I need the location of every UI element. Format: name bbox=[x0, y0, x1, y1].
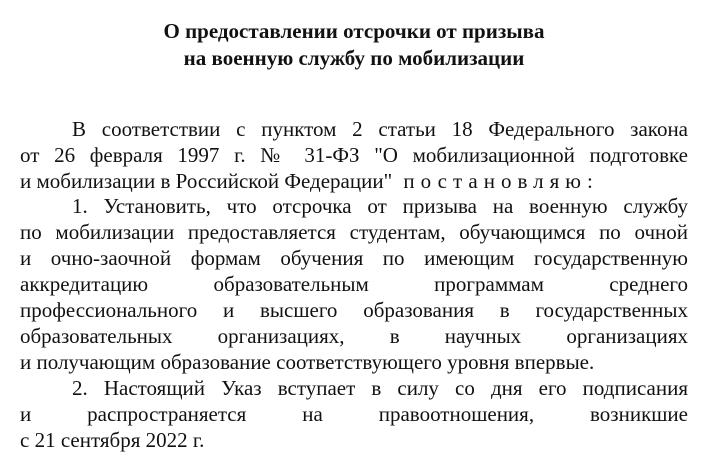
preamble-line-3 bbox=[20, 168, 688, 194]
preamble-line-3-text: и мобилизации в Российской Федерации" bbox=[20, 169, 393, 193]
item-1-line: и очно-заочной формам обучения по имеющим государственную bbox=[20, 246, 688, 270]
item-1-line: и получающим образование соответствующего уровня впервые. bbox=[20, 350, 595, 374]
preamble-line-1: В соответствии с пунктом 2 статьи 18 Федерального закона bbox=[72, 117, 688, 141]
item-1-line: профессионального и высшего образования в государственных bbox=[20, 298, 688, 322]
item-2-line: 2. Настоящий Указ вступает в силу со дня его подписания bbox=[72, 376, 688, 400]
item-1-line: аккредитацию образовательным программам среднего bbox=[20, 272, 688, 296]
item-1-line: 1. Установить, что отсрочка от призыва на военную службу bbox=[72, 194, 688, 218]
item-2-line: с 21 сентября 2022 г. bbox=[20, 428, 205, 452]
preamble-line-2: от 26 февраля 1997 г. № 31-ФЗ "О мобилизационной подготовке bbox=[20, 143, 688, 167]
item-2-line: и распространяется на правоотношения, возникшие bbox=[20, 402, 688, 426]
item-1-line: по мобилизации предоставляется студентам, обучающимся по очной bbox=[20, 220, 688, 244]
item-1-line: образовательных организациях, в научных организациях bbox=[20, 324, 688, 348]
document-title-line-1: О предоставлении отсрочки от призыва bbox=[163, 19, 545, 43]
decree-word: постановляю: bbox=[403, 169, 599, 193]
document-title-line-2: на военную службу по мобилизации bbox=[183, 46, 525, 70]
